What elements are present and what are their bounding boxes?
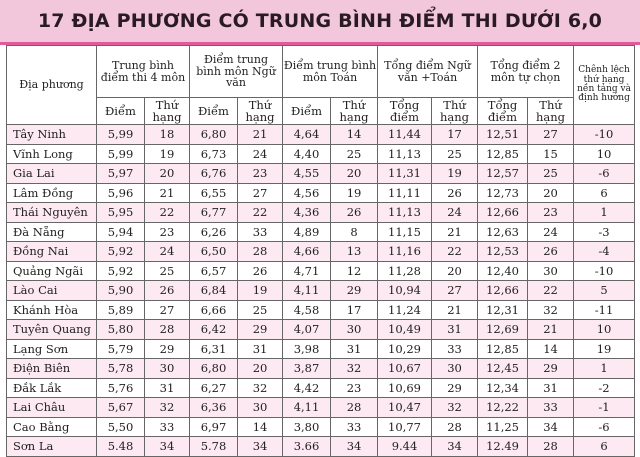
- avg4-score-cell: 5,96: [97, 183, 145, 203]
- lit-math-total-cell: 11,13: [378, 203, 432, 223]
- avg4-rank-cell: 29: [145, 339, 190, 359]
- literature-score-cell: 6,27: [190, 378, 238, 398]
- math-rank-cell: 34: [331, 437, 378, 457]
- rank-difference-cell: -2: [574, 378, 635, 398]
- lit-math-total-cell: 11,31: [378, 164, 432, 184]
- province-name-cell: Cao Bằng: [7, 417, 97, 437]
- avg4-rank-cell: 19: [145, 144, 190, 164]
- literature-score-cell: 6,26: [190, 222, 238, 242]
- rank-difference-cell: -4: [574, 242, 635, 262]
- math-score-cell: 4,42: [283, 378, 331, 398]
- math-rank-cell: 12: [331, 261, 378, 281]
- subheader-rank: Thứ hạng: [432, 98, 478, 125]
- lit-math-rank-cell: 31: [432, 320, 478, 340]
- subheader-rank: Thứ hạng: [528, 98, 574, 125]
- elective-total-cell: 12,63: [478, 222, 528, 242]
- literature-rank-cell: 27: [238, 183, 283, 203]
- page-title: 17 ĐỊA PHƯƠNG CÓ TRUNG BÌNH ĐIỂM THI DƯỚI 6,0: [0, 0, 640, 45]
- province-name-cell: Lạng Sơn: [7, 339, 97, 359]
- elective-total-cell: 12,51: [478, 125, 528, 145]
- lit-math-rank-cell: 33: [432, 339, 478, 359]
- province-name-cell: Đắk Lắk: [7, 378, 97, 398]
- province-name-cell: Gia Lai: [7, 164, 97, 184]
- literature-score-cell: 6,77: [190, 203, 238, 223]
- lit-math-total-cell: 10,69: [378, 378, 432, 398]
- rank-difference-cell: 1: [574, 203, 635, 223]
- rank-difference-cell: -11: [574, 300, 635, 320]
- avg4-score-cell: 5,99: [97, 144, 145, 164]
- literature-score-cell: 6,76: [190, 164, 238, 184]
- province-name-cell: Tây Ninh: [7, 125, 97, 145]
- math-rank-cell: 19: [331, 183, 378, 203]
- table-row: [7, 222, 635, 242]
- elective-rank-cell: 32: [528, 300, 574, 320]
- elective-total-cell: 12.49: [478, 437, 528, 457]
- elective-rank-cell: 22: [528, 281, 574, 301]
- table-row: [7, 417, 635, 437]
- rank-difference-cell: 19: [574, 339, 635, 359]
- math-score-cell: 3,80: [283, 417, 331, 437]
- header-math: Điểm trung bình môn Toán: [283, 46, 378, 98]
- avg4-rank-cell: 34: [145, 437, 190, 457]
- province-name-cell: Lào Cai: [7, 281, 97, 301]
- literature-score-cell: 6,66: [190, 300, 238, 320]
- math-score-cell: 4,89: [283, 222, 331, 242]
- lit-math-total-cell: 11,11: [378, 183, 432, 203]
- math-rank-cell: 13: [331, 242, 378, 262]
- literature-rank-cell: 14: [238, 417, 283, 437]
- avg4-score-cell: 5,92: [97, 242, 145, 262]
- elective-rank-cell: 34: [528, 417, 574, 437]
- avg4-rank-cell: 27: [145, 300, 190, 320]
- lit-math-rank-cell: 26: [432, 183, 478, 203]
- lit-math-total-cell: 11,13: [378, 144, 432, 164]
- subheader-rank: Thứ hạng: [238, 98, 283, 125]
- rank-difference-cell: -3: [574, 222, 635, 242]
- lit-math-total-cell: 11,15: [378, 222, 432, 242]
- avg4-rank-cell: 18: [145, 125, 190, 145]
- lit-math-total-cell: 11,16: [378, 242, 432, 262]
- table-row: [7, 144, 635, 164]
- lit-math-total-cell: 10,49: [378, 320, 432, 340]
- math-rank-cell: 33: [331, 417, 378, 437]
- table-row: [7, 164, 635, 184]
- rank-difference-cell: 5: [574, 281, 635, 301]
- table-row: [7, 242, 635, 262]
- literature-score-cell: 5.78: [190, 437, 238, 457]
- avg4-score-cell: 5,92: [97, 261, 145, 281]
- province-name-cell: Đồng Nai: [7, 242, 97, 262]
- literature-score-cell: 6,80: [190, 359, 238, 379]
- table-row: [7, 203, 635, 223]
- avg4-score-cell: 5,67: [97, 398, 145, 418]
- avg4-score-cell: 5,90: [97, 281, 145, 301]
- table-row: [7, 339, 635, 359]
- literature-rank-cell: 19: [238, 281, 283, 301]
- elective-total-cell: 12,66: [478, 281, 528, 301]
- elective-rank-cell: 30: [528, 261, 574, 281]
- math-rank-cell: 25: [331, 144, 378, 164]
- avg4-rank-cell: 25: [145, 261, 190, 281]
- math-rank-cell: 32: [331, 359, 378, 379]
- math-score-cell: 4,07: [283, 320, 331, 340]
- elective-total-cell: 12,85: [478, 339, 528, 359]
- literature-rank-cell: 30: [238, 398, 283, 418]
- literature-score-cell: 6,57: [190, 261, 238, 281]
- math-score-cell: 4,40: [283, 144, 331, 164]
- math-rank-cell: 17: [331, 300, 378, 320]
- table-body: [7, 125, 635, 457]
- avg4-rank-cell: 32: [145, 398, 190, 418]
- elective-total-cell: 12,53: [478, 242, 528, 262]
- rank-difference-cell: -10: [574, 261, 635, 281]
- avg4-rank-cell: 33: [145, 417, 190, 437]
- lit-math-total-cell: 9.44: [378, 437, 432, 457]
- lit-math-rank-cell: 32: [432, 398, 478, 418]
- literature-score-cell: 6,73: [190, 144, 238, 164]
- table-row: [7, 183, 635, 203]
- elective-total-cell: 12,66: [478, 203, 528, 223]
- literature-rank-cell: 31: [238, 339, 283, 359]
- elective-rank-cell: 31: [528, 378, 574, 398]
- literature-score-cell: 6,97: [190, 417, 238, 437]
- math-score-cell: 4,56: [283, 183, 331, 203]
- math-rank-cell: 14: [331, 125, 378, 145]
- math-score-cell: 4,55: [283, 164, 331, 184]
- subheader-total: Tổng điểm: [478, 98, 528, 125]
- elective-total-cell: 12,34: [478, 378, 528, 398]
- math-score-cell: 4,58: [283, 300, 331, 320]
- table-row: [7, 281, 635, 301]
- elective-rank-cell: 20: [528, 183, 574, 203]
- math-rank-cell: 20: [331, 164, 378, 184]
- elective-rank-cell: 21: [528, 320, 574, 340]
- avg4-rank-cell: 23: [145, 222, 190, 242]
- rank-difference-cell: 10: [574, 320, 635, 340]
- avg4-score-cell: 5,50: [97, 417, 145, 437]
- table-row: [7, 437, 635, 457]
- lit-math-rank-cell: 29: [432, 378, 478, 398]
- avg4-score-cell: 5,78: [97, 359, 145, 379]
- avg4-rank-cell: 22: [145, 203, 190, 223]
- rank-difference-cell: -6: [574, 164, 635, 184]
- literature-score-cell: 6,80: [190, 125, 238, 145]
- literature-rank-cell: 23: [238, 164, 283, 184]
- avg4-rank-cell: 26: [145, 281, 190, 301]
- elective-total-cell: 12,45: [478, 359, 528, 379]
- avg4-rank-cell: 28: [145, 320, 190, 340]
- header-avg4: Trung bình điểm thi 4 môn: [97, 46, 190, 98]
- elective-rank-cell: 27: [528, 125, 574, 145]
- header-elective-total: Tổng điểm 2 môn tự chọn: [478, 46, 574, 98]
- literature-score-cell: 6,31: [190, 339, 238, 359]
- math-score-cell: 3.66: [283, 437, 331, 457]
- avg4-score-cell: 5,79: [97, 339, 145, 359]
- province-name-cell: Đà Nẵng: [7, 222, 97, 242]
- province-name-cell: Quảng Ngãi: [7, 261, 97, 281]
- subheader-rank: Thứ hạng: [331, 98, 378, 125]
- province-name-cell: Vĩnh Long: [7, 144, 97, 164]
- literature-score-cell: 6,36: [190, 398, 238, 418]
- rank-difference-cell: -6: [574, 417, 635, 437]
- lit-math-rank-cell: 17: [432, 125, 478, 145]
- math-rank-cell: 29: [331, 281, 378, 301]
- elective-total-cell: 12,31: [478, 300, 528, 320]
- elective-total-cell: 12,73: [478, 183, 528, 203]
- avg4-rank-cell: 20: [145, 164, 190, 184]
- elective-rank-cell: 29: [528, 359, 574, 379]
- table-row: [7, 261, 635, 281]
- province-name-cell: Lai Châu: [7, 398, 97, 418]
- literature-rank-cell: 28: [238, 242, 283, 262]
- lit-math-rank-cell: 25: [432, 144, 478, 164]
- score-table: [6, 45, 635, 457]
- lit-math-total-cell: 10,29: [378, 339, 432, 359]
- province-name-cell: Thái Nguyên: [7, 203, 97, 223]
- lit-math-rank-cell: 28: [432, 417, 478, 437]
- subheader-rank: Thứ hạng: [145, 98, 190, 125]
- avg4-rank-cell: 21: [145, 183, 190, 203]
- literature-rank-cell: 29: [238, 320, 283, 340]
- header-province: Địa phương: [7, 46, 97, 125]
- table-row: [7, 320, 635, 340]
- avg4-rank-cell: 31: [145, 378, 190, 398]
- avg4-score-cell: 5,97: [97, 164, 145, 184]
- elective-rank-cell: 15: [528, 144, 574, 164]
- literature-rank-cell: 26: [238, 261, 283, 281]
- rank-difference-cell: 10: [574, 144, 635, 164]
- literature-score-cell: 6,84: [190, 281, 238, 301]
- table-row: [7, 125, 635, 145]
- province-name-cell: Lâm Đồng: [7, 183, 97, 203]
- lit-math-rank-cell: 21: [432, 222, 478, 242]
- elective-rank-cell: 33: [528, 398, 574, 418]
- math-rank-cell: 28: [331, 398, 378, 418]
- math-score-cell: 3,87: [283, 359, 331, 379]
- avg4-score-cell: 5,76: [97, 378, 145, 398]
- lit-math-rank-cell: 22: [432, 242, 478, 262]
- avg4-score-cell: 5,94: [97, 222, 145, 242]
- rank-difference-cell: 6: [574, 183, 635, 203]
- avg4-score-cell: 5,99: [97, 125, 145, 145]
- avg4-rank-cell: 24: [145, 242, 190, 262]
- elective-total-cell: 11,25: [478, 417, 528, 437]
- elective-rank-cell: 28: [528, 437, 574, 457]
- math-rank-cell: 23: [331, 378, 378, 398]
- rank-difference-cell: -10: [574, 125, 635, 145]
- lit-math-total-cell: 10,67: [378, 359, 432, 379]
- math-score-cell: 4,66: [283, 242, 331, 262]
- math-score-cell: 4,64: [283, 125, 331, 145]
- header-lit-math-total: Tổng điểm Ngữ văn +Toán: [378, 46, 478, 98]
- math-score-cell: 3,98: [283, 339, 331, 359]
- lit-math-total-cell: 11,44: [378, 125, 432, 145]
- header-rank-difference: Chênh lệch thứ hạng nền tảng và định hướng: [574, 46, 635, 125]
- lit-math-rank-cell: 20: [432, 261, 478, 281]
- lit-math-total-cell: 10,94: [378, 281, 432, 301]
- lit-math-rank-cell: 24: [432, 203, 478, 223]
- math-score-cell: 4,11: [283, 281, 331, 301]
- table-row: [7, 359, 635, 379]
- literature-rank-cell: 20: [238, 359, 283, 379]
- avg4-score-cell: 5,89: [97, 300, 145, 320]
- subheader-score: Điểm: [190, 98, 238, 125]
- province-name-cell: Sơn La: [7, 437, 97, 457]
- elective-rank-cell: 26: [528, 242, 574, 262]
- lit-math-total-cell: 11,28: [378, 261, 432, 281]
- lit-math-rank-cell: 21: [432, 300, 478, 320]
- avg4-score-cell: 5,80: [97, 320, 145, 340]
- math-rank-cell: 26: [331, 203, 378, 223]
- math-rank-cell: 31: [331, 339, 378, 359]
- lit-math-rank-cell: 27: [432, 281, 478, 301]
- table-row: [7, 378, 635, 398]
- rank-difference-cell: 1: [574, 359, 635, 379]
- subheader-score: Điểm: [97, 98, 145, 125]
- elective-rank-cell: 25: [528, 164, 574, 184]
- math-score-cell: 4,71: [283, 261, 331, 281]
- literature-rank-cell: 34: [238, 437, 283, 457]
- elective-total-cell: 12,22: [478, 398, 528, 418]
- literature-score-cell: 6,55: [190, 183, 238, 203]
- elective-total-cell: 12,57: [478, 164, 528, 184]
- lit-math-rank-cell: 30: [432, 359, 478, 379]
- literature-rank-cell: 33: [238, 222, 283, 242]
- math-rank-cell: 8: [331, 222, 378, 242]
- subheader-score: Điểm: [283, 98, 331, 125]
- province-name-cell: Điện Biên: [7, 359, 97, 379]
- elective-total-cell: 12,40: [478, 261, 528, 281]
- subheader-total: Tổng điểm: [378, 98, 432, 125]
- avg4-rank-cell: 30: [145, 359, 190, 379]
- table-row: [7, 300, 635, 320]
- literature-rank-cell: 32: [238, 378, 283, 398]
- literature-rank-cell: 22: [238, 203, 283, 223]
- province-name-cell: Tuyên Quang: [7, 320, 97, 340]
- avg4-score-cell: 5,95: [97, 203, 145, 223]
- table-row: [7, 398, 635, 418]
- literature-rank-cell: 21: [238, 125, 283, 145]
- header-literature: Điểm trung bình môn Ngữ văn: [190, 46, 283, 98]
- math-score-cell: 4,36: [283, 203, 331, 223]
- lit-math-rank-cell: 19: [432, 164, 478, 184]
- elective-total-cell: 12,85: [478, 144, 528, 164]
- math-rank-cell: 30: [331, 320, 378, 340]
- literature-score-cell: 6,42: [190, 320, 238, 340]
- elective-total-cell: 12,69: [478, 320, 528, 340]
- literature-rank-cell: 25: [238, 300, 283, 320]
- lit-math-total-cell: 10,47: [378, 398, 432, 418]
- literature-rank-cell: 24: [238, 144, 283, 164]
- lit-math-total-cell: 11,24: [378, 300, 432, 320]
- literature-score-cell: 6,50: [190, 242, 238, 262]
- math-score-cell: 4,11: [283, 398, 331, 418]
- elective-rank-cell: 14: [528, 339, 574, 359]
- rank-difference-cell: -1: [574, 398, 635, 418]
- avg4-score-cell: 5.48: [97, 437, 145, 457]
- province-name-cell: Khánh Hòa: [7, 300, 97, 320]
- elective-rank-cell: 23: [528, 203, 574, 223]
- lit-math-rank-cell: 34: [432, 437, 478, 457]
- lit-math-total-cell: 10,77: [378, 417, 432, 437]
- elective-rank-cell: 24: [528, 222, 574, 242]
- rank-difference-cell: 6: [574, 437, 635, 457]
